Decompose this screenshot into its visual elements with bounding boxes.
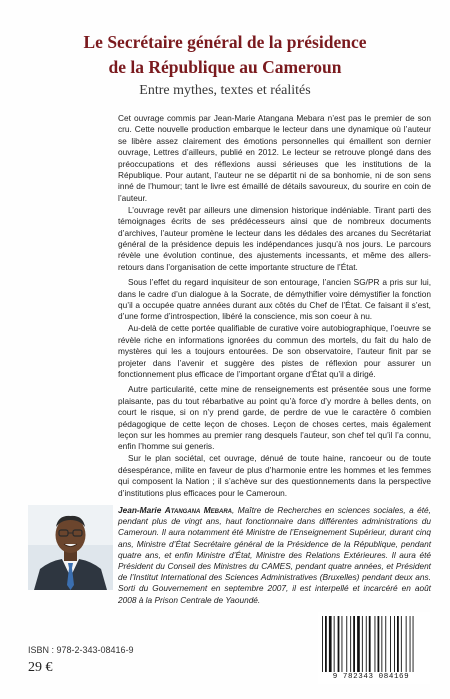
author-bio-text: , Maître de Recherches en sciences sociales, a été, pendant plus de vingt ans, haut fonctionnaire dans différentes administrations du Cameroun. Il aura notamment été Ministre de l’Enseignement Supérieur, durant cinq ans, Ministre d’État Secrétaire général de la Présidence de la République, pendant quatre ans, et enfin Ministre d’État, Ministre des Relations Extérieures. Il aura été Président du Conseil des Ministres du CAMES, pendant quatre années, et Président de l’Institut International des Sciences Administratives (Bruxelles) pendant deux ans. Sorti du Gouvernement en septembre 2007, il est interpellé et incarcéré en août 2008 à la Prison Centrale de Yaoundé. (118, 505, 431, 605)
blurb-paragraph-1: Cet ouvrage commis par Jean-Marie Atangana Mebara n’est pas le premier de son cru. Cette nouvelle production embarque le lecteur dans une dynamique où l’auteur se libère assez clairement des émotions personnelles qui émaillent son dernier ouvrage, Lettres d’ailleurs, publié en 2012. Le lecteur se retrouve plongé dans des préoccupations et des réflexions aussi sérieuses que les institutions de la République. Pour autant, l’auteur ne se départit ni de sa bonhomie, ni de son sens inné de l’humour; tant le livre est émaillé de détails savoureux, du sourire en coin de l’auteur. (118, 113, 431, 203)
blurb-paragraph-2: L’ouvrage revêt par ailleurs une dimension historique indéniable. Tirant parti des témoignages écrits de ses prédécesseurs ainsi que de nombreux documents d’archives, l’auteur promène le lecteur dans les dédales des arcanes du Secrétariat général de la présidence depuis les indépendances jusqu’à nos jours. Le parcours révèle une évolution continue, des ajustements incessants, et même des allers-retours dans l’organisation de cette importante structure de l’État. (118, 204, 431, 272)
book-title (20, 30, 430, 80)
author-photo (28, 505, 113, 590)
author-name (118, 505, 232, 515)
title-line-2: de la République au Cameroun (108, 57, 342, 77)
price: 29 € (28, 660, 53, 675)
blurb-paragraph-3: Sous l’effet du regard inquisiteur de son entourage, l’ancien SG/PR a pris sur lui, dans le cadre d’un dialogue à la Socrate, de démythifier voire démystifier la fonction qu’il a occupée quatre années durant aux côtés du Chef de l’État. Ce faisant il s’est, d’une forme d’introspection, libéré la conscience, mis son coeur à nu. (118, 277, 431, 322)
author-biography (118, 505, 431, 606)
book-subtitle: Entre mythes, textes et réalités (139, 83, 311, 98)
blurb-paragraph-5: Autre particularité, cette mine de renseignements est présentée sous une forme plaisante, pas du tout rébarbative au point qu’à force d’y mordre à belles dents, on court le risque, si on n’y prend garde, de perdre de vue le caractère ô combien pédagogique de cette leçon de choses. Leçon de choses certes, mais également leçon sur les hommes au premier rang desquels l’auteur, son chef tel qu’il l’a connu, enfin l’homme sui generis. (118, 384, 431, 452)
isbn: ISBN : 978-2-343-08416-9 (28, 645, 134, 655)
title-line-1: Le Secrétaire général de la présidence (83, 32, 367, 52)
author-last-name: Atangana Mebara (164, 505, 233, 515)
blurb-paragraph-6: Sur le plan sociétal, cet ouvrage, dénué de toute haine, rancoeur ou de toute désespérance, milite en faveur de plus d’harmonie entre les hommes et les femmes qui composent la Nation ; il s’achève sur des questionnements dans la perspective d’institutions plus efficaces pour le Cameroun. (118, 453, 431, 498)
author-first-name: Jean-Marie (118, 505, 162, 515)
author-portrait-icon (28, 505, 113, 590)
blurb-text (118, 113, 431, 499)
blurb-paragraph-4: Au-delà de cette portée qualifiable de curative voire autobiographique, l’oeuvre se révèle riche en informations ignorées du commun des mortels, du fait du halo de mystères qui les a toujours entourées. De son observatoire, l’auteur finit par se projeter dans l’avenir et suggère des pistes de réflexion pour assurer un fonctionnement plus efficace de l’important organe d’État qu’il a dirigé. (118, 323, 431, 379)
barcode-number: 9 782343 084169 (332, 673, 410, 681)
